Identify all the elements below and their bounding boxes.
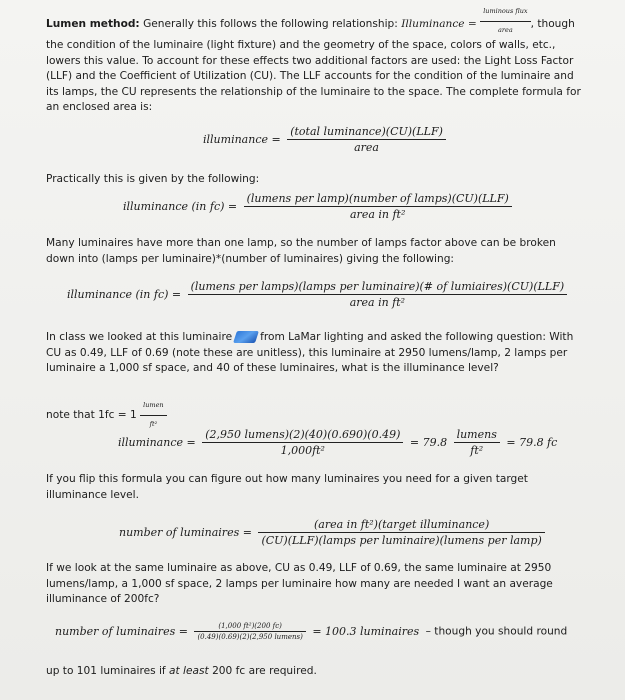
equation-2 [120, 192, 512, 221]
eq1-fraction [287, 125, 446, 154]
note-denominator: ft² [149, 419, 158, 428]
eq2-fraction [244, 192, 512, 221]
eq5-fraction [258, 518, 544, 547]
eq6-lhs: number of luminaires = [55, 625, 188, 638]
intro-fraction [480, 4, 530, 38]
intro-numerator: luminous flux [480, 4, 530, 22]
eq4-fraction [202, 428, 403, 457]
eq4-numerator: (2,950 lumens)(2)(40)(0.690)(0.49) [202, 428, 403, 443]
intro-text: Generally this follows the following relationship: [143, 18, 398, 30]
final-emphasis: at least [169, 665, 209, 677]
many-paragraph: Many luminaires have more than one lamp, so the number of lamps factor above can be broken down into (lamps per luminaire)*(number of luminaires) giving the following: [46, 237, 556, 265]
eq4-result: = 79.8 fc [506, 436, 558, 449]
eq2-denominator: area in ft² [350, 208, 406, 221]
eq4-lhs: illuminance = [118, 436, 196, 449]
luminaire-image [233, 331, 259, 343]
equation-5 [116, 518, 545, 547]
inclass-after: from LaMar lighting and asked the following question: With [260, 331, 574, 343]
eq5-numerator: (area in ft²)(target illuminance) [258, 518, 544, 533]
eq3-denominator: area in ft² [349, 296, 406, 309]
eq6-result: = 100.3 luminaires [312, 625, 420, 638]
eq5-lhs: number of luminaires = [119, 526, 252, 539]
flip-paragraph: If you flip this formula you can figure out how many luminaires you need for a given target illuminance level. [46, 473, 528, 501]
eq1-lhs: illuminance = [203, 133, 281, 146]
eq4-unit-fraction [454, 428, 500, 457]
eq2-numerator: (lumens per lamp)(number of lamps)(CU)(LLF) [244, 192, 512, 207]
eq4-denominator: 1,000ft² [280, 444, 325, 457]
eq6-tail: – though you should round [425, 625, 568, 638]
eq6-fraction [194, 622, 305, 641]
eq6-denominator: (0.49)(0.69)(2)(2,950 lumens) [197, 633, 303, 641]
eq4-unit-denominator: ft² [470, 444, 484, 457]
eq3-fraction [188, 280, 568, 309]
final-after: 200 fc are required. [212, 665, 317, 677]
intro-denominator: area [498, 25, 513, 34]
intro-paragraph [46, 7, 586, 116]
eq4-mid: = 79.8 [409, 436, 448, 449]
eq1-numerator: (total luminance)(CU)(LLF) [287, 125, 446, 140]
practically-text: Practically this is given by the following: [46, 173, 260, 185]
equation-3 [64, 280, 567, 309]
equation-6 [52, 622, 567, 641]
lumen-method-label: Lumen method: [46, 18, 140, 30]
intro-after: , though [530, 18, 575, 30]
intro-rest: the condition of the luminaire (light fixture) and the geometry of the space, colors of walls, etc., lowers this value. To account for these effects two additional factors are used: the Light Loss Factor (LLF) and the Coefficient of Utilization (CU). The LLF accounts for the condition of the luminaire and its lamps, the CU represents the relationship of the luminaire to the space. The complete formula for an enclosed area is: [46, 39, 581, 113]
equation-1 [200, 125, 446, 154]
eq4-unit-numerator: lumens [454, 428, 500, 443]
note-text: note that 1fc = 1 [46, 409, 137, 421]
eq3-lhs: illuminance (in fc) = [67, 288, 182, 301]
eq1-denominator: area [354, 141, 379, 154]
inclass-before: In class we looked at this luminaire [46, 331, 233, 343]
eq5-denominator: (CU)(LLF)(lamps per luminaire)(lumens per lamp) [261, 534, 542, 547]
inclass-rest: CU as 0.49, LLF of 0.69 (note these are unitless), this luminaire at 2950 lumens/lamp, 2 lamps per luminaire a 1,000 sf space, and 40 of these luminaires, what is the illuminance level? [46, 346, 568, 374]
inclass-paragraph [46, 330, 586, 377]
eq6-numerator: (1,000 ft²)(200 fc) [194, 622, 305, 632]
note-numerator: lumen [140, 398, 166, 416]
eq2-lhs: illuminance (in fc) = [123, 200, 238, 213]
equation-4 [115, 428, 560, 457]
intro-lhs: Illuminance = [401, 18, 477, 30]
eq3-numerator: (lumens per lamps)(lamps per luminaire)(# of lumiaires)(CU)(LLF) [188, 280, 568, 295]
final-before: up to 101 luminaires if [46, 665, 166, 677]
note-line [46, 398, 586, 432]
final-line [46, 664, 586, 680]
note-fraction [140, 398, 166, 432]
same-paragraph: If we look at the same luminaire as above, CU as 0.49, LLF of 0.69, the same luminaire at 2950 lumens/lamp, a 1,000 sf space, 2 lamps per luminaire how many are needed I want an average illuminance of 200fc? [46, 562, 553, 605]
